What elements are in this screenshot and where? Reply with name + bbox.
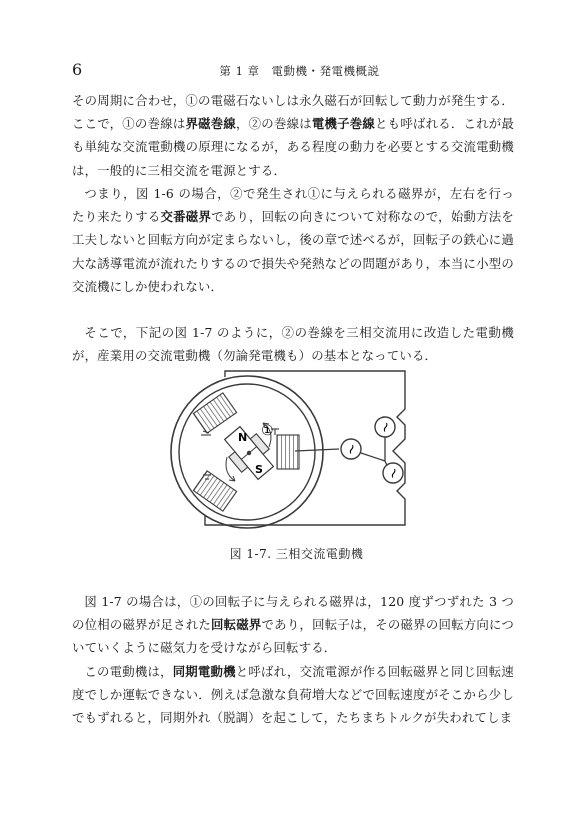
bold-term: 交番磁界 <box>160 209 212 225</box>
text-run: つまり，図 1-6 の場合，②で発生され①に与えられる磁界が，左右を行ったり来たりする <box>72 186 514 225</box>
page-number: 6 <box>72 60 83 79</box>
ac-source-top <box>375 417 395 437</box>
rotor-label: ① <box>261 423 274 439</box>
text-run: この電動機は， <box>84 664 173 679</box>
bold-term: 同期電動機 <box>172 664 236 679</box>
text-run: ，②の巻線は <box>236 116 312 132</box>
paragraph-1 <box>72 89 514 182</box>
text-run: であり，回転の向きについて対称なので，始動方法を工夫しないと回転方向が定まらないし，後の章で述べるが，回転子の鉄心に過大な誘導電流が流れたりするので損失や発熱などの問題があり，本当に小型の交流機にしか使われない． <box>72 209 514 294</box>
text-run: 図 1-7 の場合は，①の回転子に与えられる磁界は，120 度ずつずれた 3 つの位相の磁界が足された <box>72 594 514 633</box>
paragraph-2 <box>72 182 514 298</box>
pole-n-label: N <box>238 431 248 444</box>
stator-coil-upper-left <box>193 393 236 433</box>
text-run: その周期に合わせ，①の電磁石ないしは永久磁石が回転して動力が発生する．ここで，①の巻線は <box>72 93 514 132</box>
paragraph-4 <box>72 590 514 660</box>
svg-text:~: ~ <box>342 441 362 458</box>
text-run: そこで，下記の図 1-7 のように，②の巻線を三相交流用に改造した電動機が，産業用の交流電動機（勿論発電機も）の基本となっている． <box>72 325 514 364</box>
three-phase-motor-figure <box>165 365 425 535</box>
svg-text:~: ~ <box>384 465 404 482</box>
running-head: 第 1 章 電動機・発電機概説 <box>219 64 380 78</box>
svg-text:~: ~ <box>376 419 396 436</box>
pole-s-label: S <box>255 463 263 476</box>
paragraph-5 <box>72 660 514 730</box>
figure-caption: 図 1-7. 三相交流電動機 <box>229 547 364 561</box>
paragraph-3 <box>72 321 514 367</box>
text-run: と呼ばれ，交流電源が作る回転磁界と同じ回転速度でしか運転できない．例えば急激な負荷増大などで回転速度がそこから少しでもずれると，同期外れ（脱調）を起こして，たちまちトルクが失われてしま <box>72 664 514 726</box>
bold-term: 電機子巻線 <box>311 116 376 132</box>
ac-source-left <box>341 439 361 459</box>
ac-source-bottom <box>383 463 403 483</box>
bold-term: 回転磁界 <box>211 617 262 633</box>
text-run: とも呼ばれる．これが最も単純な交流電動機の原理になるが，ある程度の動力を必要とする交流電動機は，一般的に三相交流を電源とする． <box>72 116 514 178</box>
bold-term: 界磁巻線 <box>185 116 237 132</box>
text-run: であり，回転子は，その磁界の回転方向についていくように磁気力を受けながら回転する． <box>72 617 514 656</box>
stator-coil-right <box>277 435 299 469</box>
